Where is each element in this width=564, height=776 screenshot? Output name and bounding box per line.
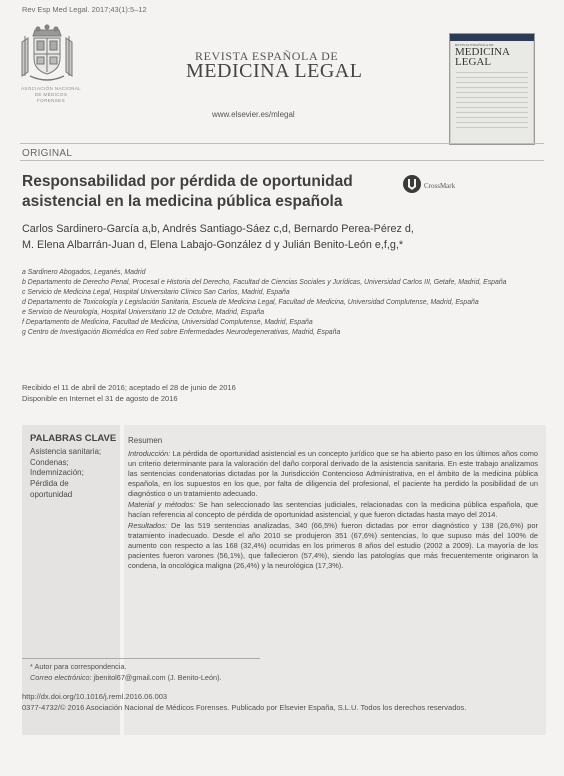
email-link[interactable]: jbenitol67@gmail.com (J. Benito-León). <box>91 672 222 682</box>
keywords-list <box>30 447 116 501</box>
journal-citation: Rev Esp Med Legal. 2017;43(1):5–12 <box>22 5 147 14</box>
keyword-item: oportunidad <box>30 489 73 499</box>
abstract-body <box>128 449 538 572</box>
intro-label: Introducción: <box>128 449 171 458</box>
section-divider <box>20 160 544 161</box>
email-label: Correo electrónico: <box>30 672 92 682</box>
journal-title-top: REVISTA ESPAÑOLA DE <box>195 49 339 63</box>
abstract-introduction <box>128 449 538 499</box>
article-dates <box>22 383 236 404</box>
abstract-methods <box>128 500 538 520</box>
journal-cover-thumbnail <box>449 33 535 145</box>
cover-title: MEDICINA LEGAL <box>455 46 510 68</box>
affiliation-a: a Sardinero Abogados, Leganés, Madrid <box>22 269 146 276</box>
journal-title-main: MEDICINA LEGAL <box>186 60 363 82</box>
article-title: Responsabilidad por pérdida de oportunidad asistencial en la medicina pública española <box>22 173 353 210</box>
authors-line-2: M. Elena Albarrán-Juan d, Elena Labajo-González d y Julián Benito-León e,f,g,* <box>22 239 404 251</box>
email-line <box>30 673 222 684</box>
keyword-item: Indemnización; <box>30 468 84 478</box>
intro-text: La pérdida de oportunidad asistencial es un concepto jurídico que se ha abierto paso en los últimos años como un criterio determinante para la valoración del daño corporal derivado de la asistencia sanitaria. En este trabajo analizamos las sentencias condenatorias dictadas por la Jurisdicción Contencioso Administrativa, en el ámbito de la medicina pública española, en los supuestos en los que, por falta de diligencia del profesional, el paciente ha perdido la posibilidad de un diagnóstico o un tratamiento adecuado. <box>128 449 538 498</box>
affiliation-g: g Centro de Investigación Biomédica en Red sobre Enfermedades Neurodegenerativas, Madrid, España <box>22 329 341 336</box>
publication-info <box>22 692 542 713</box>
abstract-results <box>128 521 538 571</box>
affiliation-b: b Departamento de Derecho Penal, Procesal e Historia del Derecho, Facultad de Ciencias Sociales y Jurídicas, Universidad Carlos III, Getafe, Madrid, España <box>22 279 507 286</box>
keyword-item: Pérdida de <box>30 479 69 489</box>
keyword-item: Asistencia sanitaria; <box>30 447 102 456</box>
affiliation-f: f Departamento de Medicina, Facultad de Medicina, Universidad Complutense, Madrid, España <box>22 319 313 326</box>
affiliation-e: e Servicio de Neurología, Hospital Universitario 12 de Octubre, Madrid, España <box>22 309 265 316</box>
copyright-notice: 0377-4732/© 2016 Asociación Nacional de Médicos Forenses. Publicado por Elsevier España, S.L.U. Todos los derechos reservados. <box>22 702 467 712</box>
association-name: ASOCIACIÓN NACIONAL DE MÉDICOS FORENSES <box>20 86 82 103</box>
abstract-heading: Resumen <box>128 436 163 445</box>
journal-website-link[interactable]: www.elsevier.es/mlegal <box>212 110 295 119</box>
online-date: Disponible en Internet el 31 de agosto de 2016 <box>22 393 178 403</box>
footnote-divider <box>22 658 260 659</box>
affiliations <box>22 268 527 338</box>
affiliation-c: c Servicio de Medicina Legal, Hospital Universitario Clínico San Carlos, Madrid, España <box>22 289 290 296</box>
keyword-item: Condenas; <box>30 457 69 467</box>
corresponding-author: * Autor para correspondencia. <box>30 662 127 671</box>
keywords-heading: PALABRAS CLAVE <box>30 433 117 444</box>
corresponding-footnote <box>30 662 222 683</box>
doi-link[interactable]: http://dx.doi.org/10.1016/j.reml.2016.06.003 <box>22 692 168 701</box>
methods-text: Se han seleccionado las sentencias judiciales, relacionadas con la medicina pública española, que hacían referencia al concepto de pérdida de oportunidad asistencial, y que fueron dictadas hasta mayo del 2014. <box>128 500 538 519</box>
results-text: De las 519 sentencias analizadas, 340 (66,5%) fueron dictadas por error diagnóstico y 138 (26,6%) por tratamiento inadecuado. Desde el año 2010 se produjeron 351 (67,6%) sentencias, lo que supuso más del 100% de aumento con respecto a las 168 (32,4%) ocurridas en los primeros 8 años del estudio (2002 a 2009). La mayoría de los pacientes fueron varones (56,1%), que fallecieron (57,4%), siendo las patologías que más frecuentemente originaron la condena, la oncológica maligna (26,4%) y la neurológica (17,3%). <box>128 521 538 570</box>
authors-line-1: Carlos Sardinero-García a,b, Andrés Santiago-Sáez c,d, Bernardo Perea-Pérez d, <box>22 223 414 235</box>
received-date: Recibido el 11 de abril de 2016; aceptado el 28 de junio de 2016 <box>22 383 236 392</box>
affiliation-d: d Departamento de Toxicología y Legislación Sanitaria, Escuela de Medicina Legal, Facultad de Medicina, Universidad Complutense, Madrid, España <box>22 299 479 306</box>
methods-label: Material y métodos: <box>128 500 196 509</box>
cover-subtitle: REVISTA ESPAÑOLA DE <box>455 43 494 47</box>
author-list <box>22 221 522 253</box>
association-crest-logo <box>18 24 76 86</box>
results-label: Resultados: <box>128 521 168 530</box>
crossmark-icon[interactable] <box>402 174 422 194</box>
crossmark-label[interactable]: CrossMark <box>424 182 456 190</box>
header-divider <box>20 143 544 144</box>
section-label: ORIGINAL <box>22 148 73 159</box>
